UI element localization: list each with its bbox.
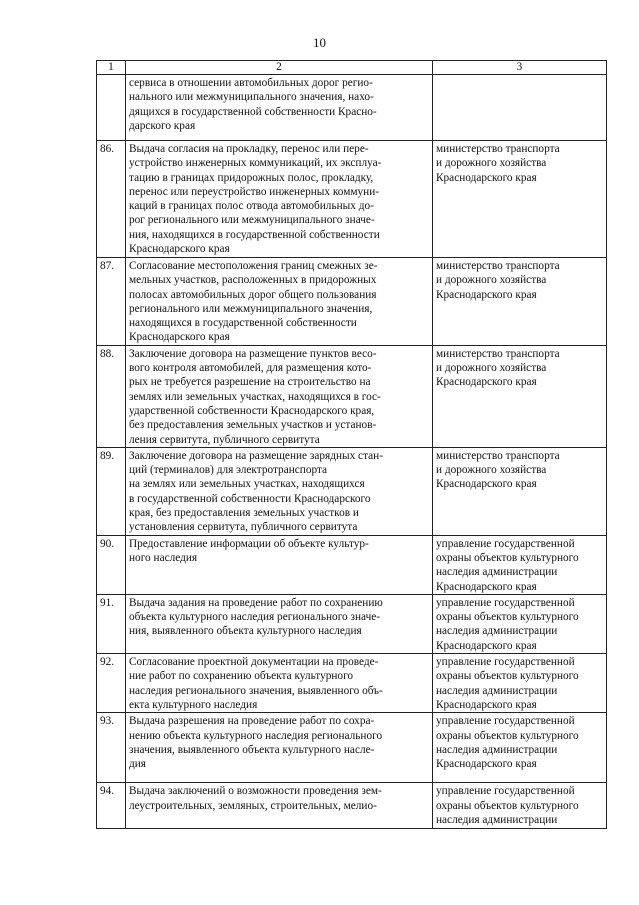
table-row — [97, 654, 607, 713]
row-number — [97, 75, 126, 141]
table-header-row — [97, 61, 607, 75]
service-description-line: нению объекта культурного наследия регионального — [129, 729, 383, 742]
service-description — [126, 713, 433, 783]
service-description — [126, 654, 433, 713]
responsible-authority-line: наследия администрации — [436, 684, 558, 697]
service-description-line: дарского края — [129, 119, 196, 132]
responsible-authority — [433, 75, 607, 141]
service-description — [126, 783, 433, 829]
service-description-line: Краснодарского края — [129, 331, 230, 344]
service-description — [126, 594, 433, 653]
service-description-line: рог регионального или межмуниципального значе- — [129, 214, 375, 227]
service-description-line: нального или межмуниципального значения, нахо- — [129, 91, 374, 104]
responsible-authority — [433, 258, 607, 346]
service-description-line: екта культурного наследия — [129, 698, 258, 711]
responsible-authority-line: управление государственной — [436, 537, 575, 550]
table-body — [97, 75, 607, 829]
row-number: 94. — [97, 783, 126, 829]
table-row — [97, 141, 607, 258]
page-number: 10 — [313, 35, 326, 50]
row-number: 87. — [97, 258, 126, 346]
service-description-line: края, без предоставления земельных участков и — [129, 507, 359, 520]
service-description-line: устройство инженерных коммуникаций, их эксплуа- — [129, 157, 382, 170]
table-row — [97, 447, 607, 535]
responsible-authority-line: Краснодарского края — [436, 639, 537, 652]
column-header-number: 1 — [97, 61, 126, 75]
service-description-line: Заключение договора на размещение зарядных стан- — [129, 449, 383, 462]
responsible-authority-line: Краснодарского края — [436, 698, 537, 711]
service-description-line: Согласование проектной документации на проведе- — [129, 656, 379, 669]
service-description-line: землях или земельных участках, находящихся в гос- — [129, 390, 381, 403]
service-description — [126, 141, 433, 258]
responsible-authority — [433, 594, 607, 653]
table-row — [97, 783, 607, 829]
responsible-authority-line: управление государственной — [436, 596, 575, 609]
responsible-authority — [433, 345, 607, 447]
responsible-authority-line: Краснодарского края — [436, 376, 537, 389]
table-row — [97, 75, 607, 141]
service-description-line: перенос или переустройство инженерных коммуни- — [129, 185, 380, 198]
responsible-authority-line: Краснодарского края — [436, 580, 537, 593]
service-description — [126, 447, 433, 535]
responsible-authority-line: наследия администрации — [436, 625, 558, 638]
row-number: 86. — [97, 141, 126, 258]
table-row — [97, 345, 607, 447]
service-description-line: сервиса в отношении автомобильных дорог регио- — [129, 77, 373, 89]
service-description-line: тацию в границах придорожных полос, прокладку, — [129, 171, 374, 184]
responsible-authority — [433, 783, 607, 829]
service-description-line: мельных участков, расположенных в придорожных — [129, 274, 377, 287]
service-description-line: объекта культурного наследия регионального значе- — [129, 611, 381, 624]
service-description-line: на землях или земельных участках, находящихся — [129, 478, 365, 491]
service-description-line: вого контроля автомобилей, для размещения кото- — [129, 362, 372, 375]
responsible-authority-line: управление государственной — [436, 785, 575, 798]
service-description-line: ния, выявленного объекта культурного наследия — [129, 625, 362, 638]
responsible-authority-line: управление государственной — [436, 656, 575, 669]
table-row — [97, 535, 607, 594]
service-description-line: рых не требуется разрешение на строительство на — [129, 376, 371, 389]
responsible-authority — [433, 654, 607, 713]
responsible-authority-line: охраны объектов культурного — [436, 799, 579, 812]
responsible-authority-line: охраны объектов культурного — [436, 670, 579, 683]
responsible-authority — [433, 535, 607, 594]
responsible-authority-line: охраны объектов культурного — [436, 729, 579, 742]
service-description-line: находящихся в государственной собственности — [129, 317, 357, 330]
service-description-line: ударственной собственности Краснодарского края, — [129, 404, 375, 417]
service-description-line: полосах автомобильных дорог общего пользования — [129, 288, 377, 301]
service-description-line: Выдача согласия на прокладку, перенос или пере- — [129, 143, 369, 155]
responsible-authority — [433, 141, 607, 258]
service-description-line: ния, находящихся в государственной собственности — [129, 228, 380, 241]
service-description — [126, 345, 433, 447]
service-description-line: регионального или межмуниципального значения, — [129, 302, 373, 315]
responsible-authority-line: наследия администрации — [436, 743, 558, 756]
service-description-line: установления сервитута, публичного сервитута — [129, 521, 358, 534]
responsible-authority — [433, 713, 607, 783]
service-description-line: Краснодарского края — [129, 243, 230, 256]
service-description-line: Предоставление информации об объекте культур- — [129, 537, 369, 550]
service-description-line: Выдача разрешения на проведение работ по сохра- — [129, 715, 375, 728]
service-description — [126, 75, 433, 141]
service-description-line: дящихся в государственной собственности Красно- — [129, 105, 377, 118]
table-row — [97, 594, 607, 653]
service-description-line: ние работ по сохранению объекта культурного — [129, 670, 354, 683]
service-description-line: дия — [129, 758, 146, 771]
table-row — [97, 258, 607, 346]
service-description-line: Заключение договора на размещение пунктов весо- — [129, 347, 377, 360]
responsible-authority-line: охраны объектов культурного — [436, 611, 579, 624]
service-description-line: без предоставления земельных участков и установ- — [129, 419, 377, 432]
responsible-authority-line: министерство транспорта — [436, 449, 560, 462]
responsible-authority-line: и дорожного хозяйства — [436, 464, 547, 477]
row-number: 93. — [97, 713, 126, 783]
service-description-line: в государственной собственности Краснодарского — [129, 492, 371, 505]
responsible-authority-line: Краснодарского края — [436, 478, 537, 491]
row-number: 88. — [97, 345, 126, 447]
service-description-line: наследия регионального значения, выявленного объ- — [129, 684, 383, 697]
responsible-authority-line: Краснодарского края — [436, 758, 537, 771]
service-description — [126, 535, 433, 594]
responsible-authority-line: охраны объектов культурного — [436, 551, 579, 564]
column-header-authority: 3 — [433, 61, 607, 75]
responsible-authority-line: и дорожного хозяйства — [436, 157, 547, 170]
service-description-line: Выдача заключений о возможности проведения зем- — [129, 785, 382, 798]
responsible-authority-line: и дорожного хозяйства — [436, 362, 547, 375]
responsible-authority-line: министерство транспорта — [436, 143, 560, 155]
row-number: 91. — [97, 594, 126, 653]
responsible-authority-line: Краснодарского края — [436, 171, 537, 184]
service-description-line: значения, выявленного объекта культурного насле- — [129, 743, 375, 756]
responsible-authority-line: Краснодарского края — [436, 288, 537, 301]
column-header-service: 2 — [126, 61, 433, 75]
row-number: 89. — [97, 447, 126, 535]
service-description-line: ций (терминалов) для электротранспорта — [129, 464, 328, 477]
responsible-authority-line: наследия администрации — [436, 566, 558, 579]
service-description-line: ного наследия — [129, 551, 198, 564]
service-description-line: Выдача задания на проведение работ по сохранению — [129, 596, 383, 609]
responsible-authority — [433, 447, 607, 535]
table-row — [97, 713, 607, 783]
responsible-authority-line: наследия администрации — [436, 813, 558, 826]
row-number: 90. — [97, 535, 126, 594]
responsible-authority-line: министерство транспорта — [436, 347, 560, 360]
services-table — [96, 60, 607, 829]
responsible-authority-line: управление государственной — [436, 715, 575, 728]
service-description-line: каций в границах полос отвода автомобильных до- — [129, 200, 374, 213]
service-description-line: леустроительных, земляных, строительных, мелио- — [129, 799, 377, 812]
service-description — [126, 258, 433, 346]
responsible-authority-line: и дорожного хозяйства — [436, 274, 547, 287]
service-description-line: Согласование местоположения границ смежных зе- — [129, 260, 378, 272]
service-description-line: ления сервитута, публичного сервитута — [129, 433, 320, 446]
row-number: 92. — [97, 654, 126, 713]
responsible-authority-line: министерство транспорта — [436, 260, 560, 272]
